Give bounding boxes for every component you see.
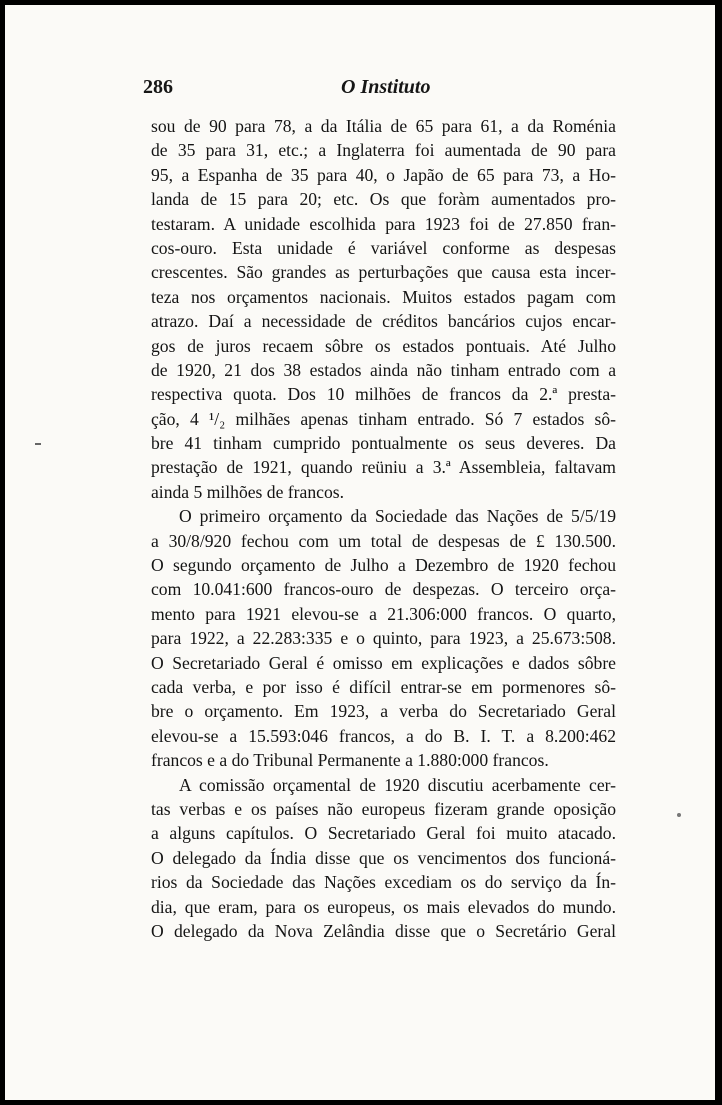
- text-line: rios da Sociedade das Nações excediam os do serviço da Ín-: [151, 872, 616, 893]
- text-line: ainda 5 milhões de francos.: [151, 481, 344, 502]
- text-line: sou de 90 para 78, a da Itália de 65 para 61, a da Roménia: [151, 116, 616, 136]
- text-line: A comissão orçamental de 1920 discutiu acerbamente cer-: [179, 774, 616, 795]
- text-line: 95, a Espanha de 35 para 40, o Japão de 65 para 73, a Ho-: [151, 164, 616, 185]
- text-line: a 30/8/920 fechou com um total de despesas de £ 130.500.: [151, 530, 616, 551]
- text-line: de 35 para 31, etc.; a Inglaterra foi aumentada de 90 para: [151, 140, 616, 161]
- running-title: O Instituto: [341, 76, 431, 98]
- text-line: para 1922, a 22.283:335 e o quinto, para 1923, a 25.673:508.: [151, 628, 616, 649]
- paragraph-3: [151, 773, 616, 944]
- paragraph-2: [151, 504, 616, 772]
- page-number: 286: [143, 76, 173, 98]
- text-line: crescentes. São grandes as perturbações que causa esta incer-: [151, 262, 616, 283]
- text-line: bre 41 tinham cumprido pontualmente os seus deveres. Da: [151, 433, 616, 454]
- text-line: cos-ouro. Esta unidade é variável conforme as despesas: [151, 237, 616, 258]
- text-line: landa de 15 para 20; etc. Os que foràm aumentados pro-: [151, 189, 616, 210]
- text-line: O delegado da Índia disse que os vencimentos dos funcioná-: [151, 847, 616, 868]
- margin-dot: [677, 813, 681, 817]
- text-line: O primeiro orçamento da Sociedade das Nações de 5/5/19: [179, 506, 616, 527]
- text-line: elevou-se a 15.593:046 francos, a do B. I. T. a 8.200:462: [151, 725, 616, 746]
- text-line: de 1920, 21 dos 38 estados ainda não tinham entrado com a: [151, 359, 616, 380]
- text-line: dia, que eram, para os europeus, os mais elevados do mundo.: [151, 896, 616, 917]
- text-line: bre o orçamento. Em 1923, a verba do Secretariado Geral: [151, 701, 616, 722]
- text-line: gos de juros recaem sôbre os estados pontuais. Até Julho: [151, 335, 616, 356]
- text-line: tas verbas e os países não europeus fizeram grande oposição: [151, 798, 616, 819]
- text-line: a alguns capítulos. O Secretariado Geral foi muito atacado.: [151, 823, 616, 844]
- page-header: [5, 76, 715, 106]
- text-line: testaram. A unidade escolhida para 1923 foi de 27.850 fran-: [151, 213, 616, 234]
- margin-mark: [35, 443, 41, 445]
- text-line: O segundo orçamento de Julho a Dezembro de 1920 fechou: [151, 555, 616, 576]
- text-line: mento para 1921 elevou-se a 21.306:000 francos. O quarto,: [151, 603, 616, 624]
- text-line: francos e a do Tribunal Permanente a 1.880:000 francos.: [151, 750, 549, 771]
- text-line: O delegado da Nova Zelândia disse que o Secretário Geral: [151, 920, 616, 941]
- text-line: com 10.041:600 francos-ouro de despezas. O terceiro orça-: [151, 579, 616, 600]
- text-line: atrazo. Daí a necessidade de créditos bancários cujos encar-: [151, 311, 616, 332]
- text-line: O Secretariado Geral é omisso em explicações e dados sôbre: [151, 652, 616, 673]
- text-line: cada verba, e por isso é difícil entrar-se em pormenores sô-: [151, 676, 616, 697]
- text-line: ção, 4 ¹/₂ milhães apenas tinham entrado. Só 7 estados sô-: [151, 408, 616, 429]
- body-text: [151, 114, 616, 943]
- book-page: [5, 5, 715, 1100]
- text-line: prestação de 1921, quando reüniu a 3.ª Assembleia, faltavam: [151, 457, 616, 478]
- text-line: respectiva quota. Dos 10 milhões de francos da 2.ª presta-: [151, 384, 616, 405]
- text-line: teza nos orçamentos nacionais. Muitos estados pagam com: [151, 286, 616, 307]
- paragraph-1: [151, 114, 616, 504]
